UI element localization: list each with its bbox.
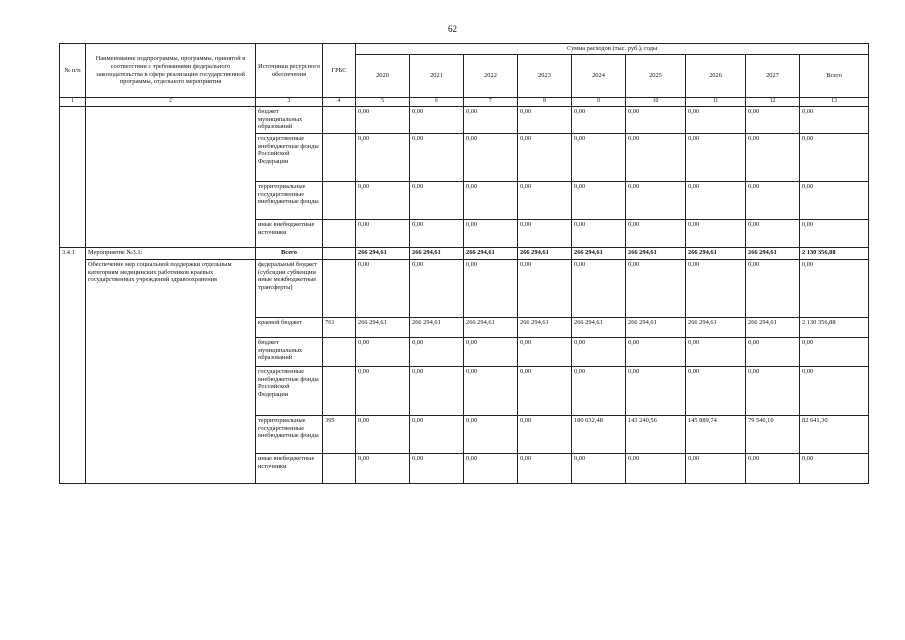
value-cell: 0,00 [800, 454, 869, 484]
blank-num-cell [60, 107, 86, 248]
column-number: 8 [518, 98, 572, 107]
grbs-cell [323, 367, 356, 416]
value-cell: 0,00 [626, 367, 686, 416]
value-cell: 0,00 [518, 367, 572, 416]
value-cell: 0,00 [518, 260, 572, 318]
header-year: 2024 [572, 55, 626, 98]
value-cell: 0,00 [464, 182, 518, 220]
column-number: 2 [86, 98, 256, 107]
value-cell: 0,00 [572, 367, 626, 416]
value-cell: 0,00 [518, 182, 572, 220]
value-cell: 0,00 [518, 134, 572, 182]
value-cell: 0,00 [518, 416, 572, 454]
value-cell: 266 294,61 [746, 318, 800, 338]
measure-description: Обеспечение мер социальной поддержки отдельным категориям медицинских работников краевых государственных учреждений здравоохранения [86, 260, 256, 484]
value-cell: 0,00 [686, 454, 746, 484]
value-cell: 0,00 [356, 454, 410, 484]
value-cell: 0,00 [686, 107, 746, 134]
total-label: Всего [256, 248, 323, 260]
column-number: 6 [410, 98, 464, 107]
blank-name-cell [86, 107, 256, 248]
measure-title: Мероприятие №3.1: [86, 248, 256, 260]
value-cell: 0,00 [464, 134, 518, 182]
value-cell: 0,00 [686, 260, 746, 318]
value-cell: 0,00 [686, 220, 746, 248]
value-cell: 0,00 [356, 182, 410, 220]
column-number: 13 [800, 98, 869, 107]
column-number: 4 [323, 98, 356, 107]
budget-table [59, 43, 869, 484]
value-cell: 0,00 [626, 220, 686, 248]
value-cell: 0,00 [356, 416, 410, 454]
value-cell: 0,00 [464, 367, 518, 416]
value-cell: 0,00 [518, 220, 572, 248]
value-cell: 0,00 [800, 338, 869, 367]
value-cell: 0,00 [410, 416, 464, 454]
value-cell: 0,00 [746, 260, 800, 318]
value-cell: 0,00 [626, 107, 686, 134]
header-year: 2026 [686, 55, 746, 98]
header-year: 2025 [626, 55, 686, 98]
value-cell: 79 540,10 [746, 416, 800, 454]
value-cell: 0,00 [464, 416, 518, 454]
value-cell: 0,00 [410, 107, 464, 134]
value-cell: 0,00 [572, 107, 626, 134]
grbs-cell [323, 107, 356, 134]
value-cell: 0,00 [746, 454, 800, 484]
value-cell: 0,00 [800, 367, 869, 416]
table-row [60, 107, 869, 134]
header-name: Наименование подпрограммы, программы, принятой в соответствии с требованиями федерального законодательства в сфере реализации государственной программы, отдельного мероприятия [86, 44, 256, 98]
value-cell: 0,00 [572, 260, 626, 318]
value-cell: 0,00 [626, 182, 686, 220]
source-cell: бюджет муниципальных образований [256, 107, 323, 134]
value-cell: 0,00 [356, 107, 410, 134]
total-value: 266 294,61 [626, 248, 686, 260]
total-value: 2 130 356,88 [800, 248, 869, 260]
column-number: 1 [60, 98, 86, 107]
header-year: 2023 [518, 55, 572, 98]
header-row-top [60, 44, 869, 55]
source-cell: краевой бюджет [256, 318, 323, 338]
column-number: 9 [572, 98, 626, 107]
value-cell: 0,00 [410, 260, 464, 318]
page-number: 62 [448, 24, 457, 34]
total-value: 266 294,61 [356, 248, 410, 260]
value-cell: 0,00 [356, 367, 410, 416]
value-cell: 0,00 [800, 260, 869, 318]
header-year: 2020 [356, 55, 410, 98]
value-cell: 0,00 [746, 182, 800, 220]
source-cell: иные внебюджетные источники [256, 454, 323, 484]
value-cell: 0,00 [800, 182, 869, 220]
header-source: Источники ресурсного обеспечения [256, 44, 323, 98]
grbs-cell [323, 248, 356, 260]
total-value: 266 294,61 [686, 248, 746, 260]
column-number: 5 [356, 98, 410, 107]
value-cell: 180 632,48 [572, 416, 626, 454]
total-value: 266 294,61 [746, 248, 800, 260]
source-cell: государственные внебюджетные фонды Российской Федерации [256, 134, 323, 182]
value-cell: 0,00 [626, 260, 686, 318]
value-cell: 0,00 [572, 220, 626, 248]
value-cell: 0,00 [356, 134, 410, 182]
table-row [60, 260, 869, 318]
value-cell: 145 889,74 [686, 416, 746, 454]
source-cell: государственные внебюджетные фонды Российской Федерации [256, 367, 323, 416]
value-cell: 0,00 [572, 182, 626, 220]
value-cell: 266 294,61 [356, 318, 410, 338]
header-num: № п/п [60, 44, 86, 98]
header-year: Всего [800, 55, 869, 98]
value-cell: 0,00 [518, 338, 572, 367]
value-cell: 0,00 [518, 107, 572, 134]
value-cell: 0,00 [626, 338, 686, 367]
value-cell: 0,00 [410, 134, 464, 182]
value-cell: 266 294,61 [518, 318, 572, 338]
value-cell: 0,00 [356, 220, 410, 248]
grbs-cell [323, 134, 356, 182]
column-number: 11 [686, 98, 746, 107]
value-cell: 0,00 [410, 454, 464, 484]
value-cell: 0,00 [464, 107, 518, 134]
value-cell: 0,00 [464, 338, 518, 367]
grbs-cell [323, 260, 356, 318]
value-cell: 0,00 [686, 338, 746, 367]
header-year: 2027 [746, 55, 800, 98]
value-cell: 0,00 [746, 338, 800, 367]
value-cell: 2 130 356,88 [800, 318, 869, 338]
value-cell: 0,00 [410, 182, 464, 220]
value-cell: 0,00 [464, 454, 518, 484]
value-cell: 0,00 [746, 107, 800, 134]
value-cell: 0,00 [410, 367, 464, 416]
header-year: 2022 [464, 55, 518, 98]
value-cell: 143 240,56 [626, 416, 686, 454]
source-cell: иные внебюджетные источники [256, 220, 323, 248]
grbs-cell [323, 338, 356, 367]
measure-total-row [60, 248, 869, 260]
value-cell: 0,00 [464, 260, 518, 318]
value-cell: 0,00 [464, 220, 518, 248]
column-number: 3 [256, 98, 323, 107]
source-cell: территориальные государственные внебюджетные фонды [256, 182, 323, 220]
value-cell: 0,00 [746, 367, 800, 416]
value-cell: 0,00 [410, 220, 464, 248]
value-cell: 82 641,30 [800, 416, 869, 454]
value-cell: 266 294,61 [410, 318, 464, 338]
header-year: 2021 [410, 55, 464, 98]
source-cell: федеральный бюджет (субсидии субвенции иные межбюджетные трансферты) [256, 260, 323, 318]
value-cell: 0,00 [686, 134, 746, 182]
value-cell: 0,00 [686, 367, 746, 416]
value-cell: 0,00 [800, 134, 869, 182]
value-cell: 266 294,61 [626, 318, 686, 338]
value-cell: 0,00 [686, 182, 746, 220]
value-cell: 266 294,61 [464, 318, 518, 338]
column-number: 10 [626, 98, 686, 107]
source-cell: территориальные государственные внебюджетные фонды [256, 416, 323, 454]
source-cell: бюджет муниципальных образований [256, 338, 323, 367]
value-cell: 0,00 [572, 338, 626, 367]
total-value: 266 294,61 [410, 248, 464, 260]
header-sum: Сумма расходов (тыс. руб.), годы [356, 44, 869, 55]
value-cell: 266 294,61 [572, 318, 626, 338]
grbs-cell [323, 220, 356, 248]
value-cell: 0,00 [410, 338, 464, 367]
measure-number: 3.4.1 [60, 248, 86, 484]
value-cell: 0,00 [356, 260, 410, 318]
total-value: 266 294,61 [518, 248, 572, 260]
header-grbs: ГРБС [323, 44, 356, 98]
column-number: 12 [746, 98, 800, 107]
grbs-cell: 761 [323, 318, 356, 338]
grbs-cell [323, 454, 356, 484]
value-cell: 0,00 [626, 134, 686, 182]
value-cell: 0,00 [746, 134, 800, 182]
column-numbers-row [60, 98, 869, 107]
value-cell: 0,00 [626, 454, 686, 484]
value-cell: 0,00 [518, 454, 572, 484]
total-value: 266 294,61 [572, 248, 626, 260]
value-cell: 0,00 [746, 220, 800, 248]
grbs-cell [323, 182, 356, 220]
value-cell: 0,00 [356, 338, 410, 367]
total-value: 266 294,61 [464, 248, 518, 260]
value-cell: 0,00 [572, 134, 626, 182]
column-number: 7 [464, 98, 518, 107]
value-cell: 0,00 [572, 454, 626, 484]
value-cell: 0,00 [800, 220, 869, 248]
value-cell: 0,00 [800, 107, 869, 134]
value-cell: 266 294,61 [686, 318, 746, 338]
grbs-cell: 395 [323, 416, 356, 454]
